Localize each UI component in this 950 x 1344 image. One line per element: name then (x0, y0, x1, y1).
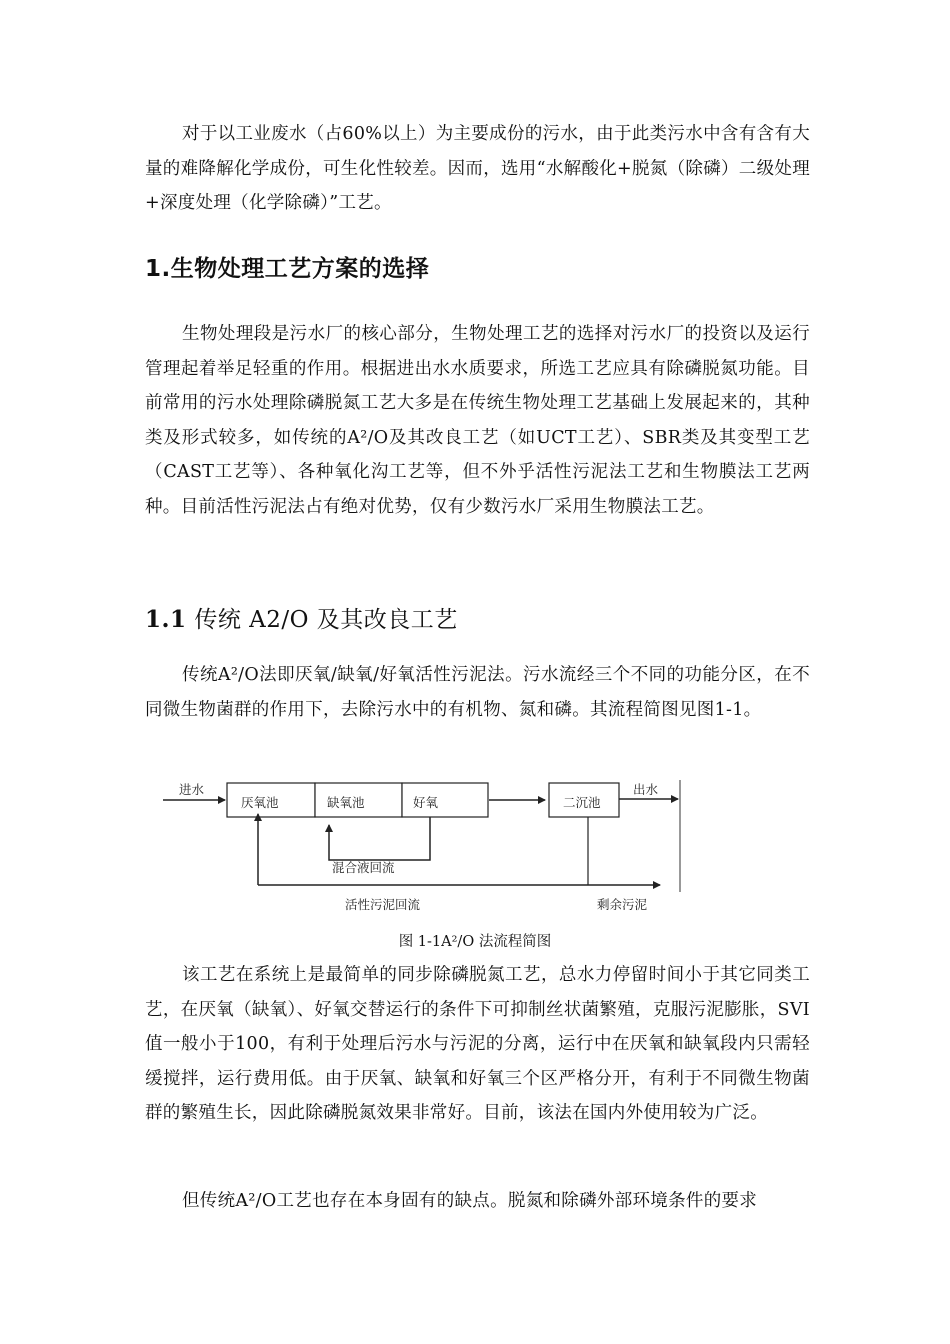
excess-sludge-label: 剩余污泥 (597, 897, 648, 912)
anoxic-tank-label: 缺氧池 (327, 795, 365, 810)
paragraph-bio-section: 生物处理段是污水厂的核心部分，生物处理工艺的选择对污水厂的投资以及运行管理起着举足轻重的作用。根据进出水水质要求，所选工艺应具有除磷脱氮功能。目前常用的污水处理除磷脱氮工艺大多是在传统生物处理工艺基础上发展起来的，其种类及形式较多，如传统的A²/O及其改良工艺（如UCT工艺）、SBR类及其变型工艺（CAST工艺等）、各种氧化沟工艺等，但不外乎活性污泥法工艺和生物膜法工艺两种。目前活性污泥法占有绝对优势，仅有少数污水厂采用生物膜法工艺。 (145, 324, 810, 517)
mixed-liquor-return-label: 混合液回流 (332, 860, 395, 875)
a2o-flow-diagram (155, 776, 695, 916)
anaerobic-tank-label: 厌氧池 (241, 795, 279, 810)
heading-text: 传统 A2/O 及其改良工艺 (186, 607, 458, 633)
heading-number: 1.1 (145, 606, 187, 633)
section-heading-1: 1.生物处理工艺方案的选择 (145, 256, 430, 282)
secondary-clarifier-label: 二沉池 (563, 795, 601, 810)
outflow-label: 出水 (633, 782, 659, 797)
inflow-label: 进水 (179, 782, 205, 797)
aerobic-tank-label: 好氧 (413, 795, 439, 810)
paragraph-intro: 对于以工业废水（占60%以上）为主要成份的污水，由于此类污水中含有含有大量的难降解化学成份，可生化性较差。因而，选用“水解酸化+脱氮（除磷）二级处理+深度处理（化学除磷）”工艺。 (145, 124, 811, 213)
sludge-return-label: 活性污泥回流 (345, 897, 421, 912)
figure-caption: 图 1-1A²/O 法流程简图 (398, 934, 552, 950)
mixed-liquor-return-arrow (329, 817, 430, 860)
paragraph-a2o-disadvantages: 但传统A²/O工艺也存在本身固有的缺点。脱氮和除磷外部环境条件的要求 (182, 1191, 758, 1211)
paragraph-a2o-advantages: 该工艺在系统上是最简单的同步除磷脱氮工艺，总水力停留时间小于其它同类工艺，在厌氧（缺氧）、好氧交替运行的条件下可抑制丝状菌繁殖，克服污泥膨胀，SVI值一般小于100，有利于处理后污水与污泥的分离，运行中在厌氧和缺氧段内只需轻缓搅拌，运行费用低。由于厌氧、缺氧和好氧三个区严格分开，有利于不同微生物菌群的繁殖生长，因此除磷脱氮效果非常好。目前，该法在国内外使用较为广泛。 (145, 965, 810, 1123)
paragraph-a2o-intro: 传统A²/O法即厌氧/缺氧/好氧活性污泥法。污水流经三个不同的功能分区，在不同微生物菌群的作用下，去除污水中的有机物、氮和磷。其流程简图见图1-1。 (145, 665, 810, 720)
section-heading-1-1 (145, 601, 458, 634)
